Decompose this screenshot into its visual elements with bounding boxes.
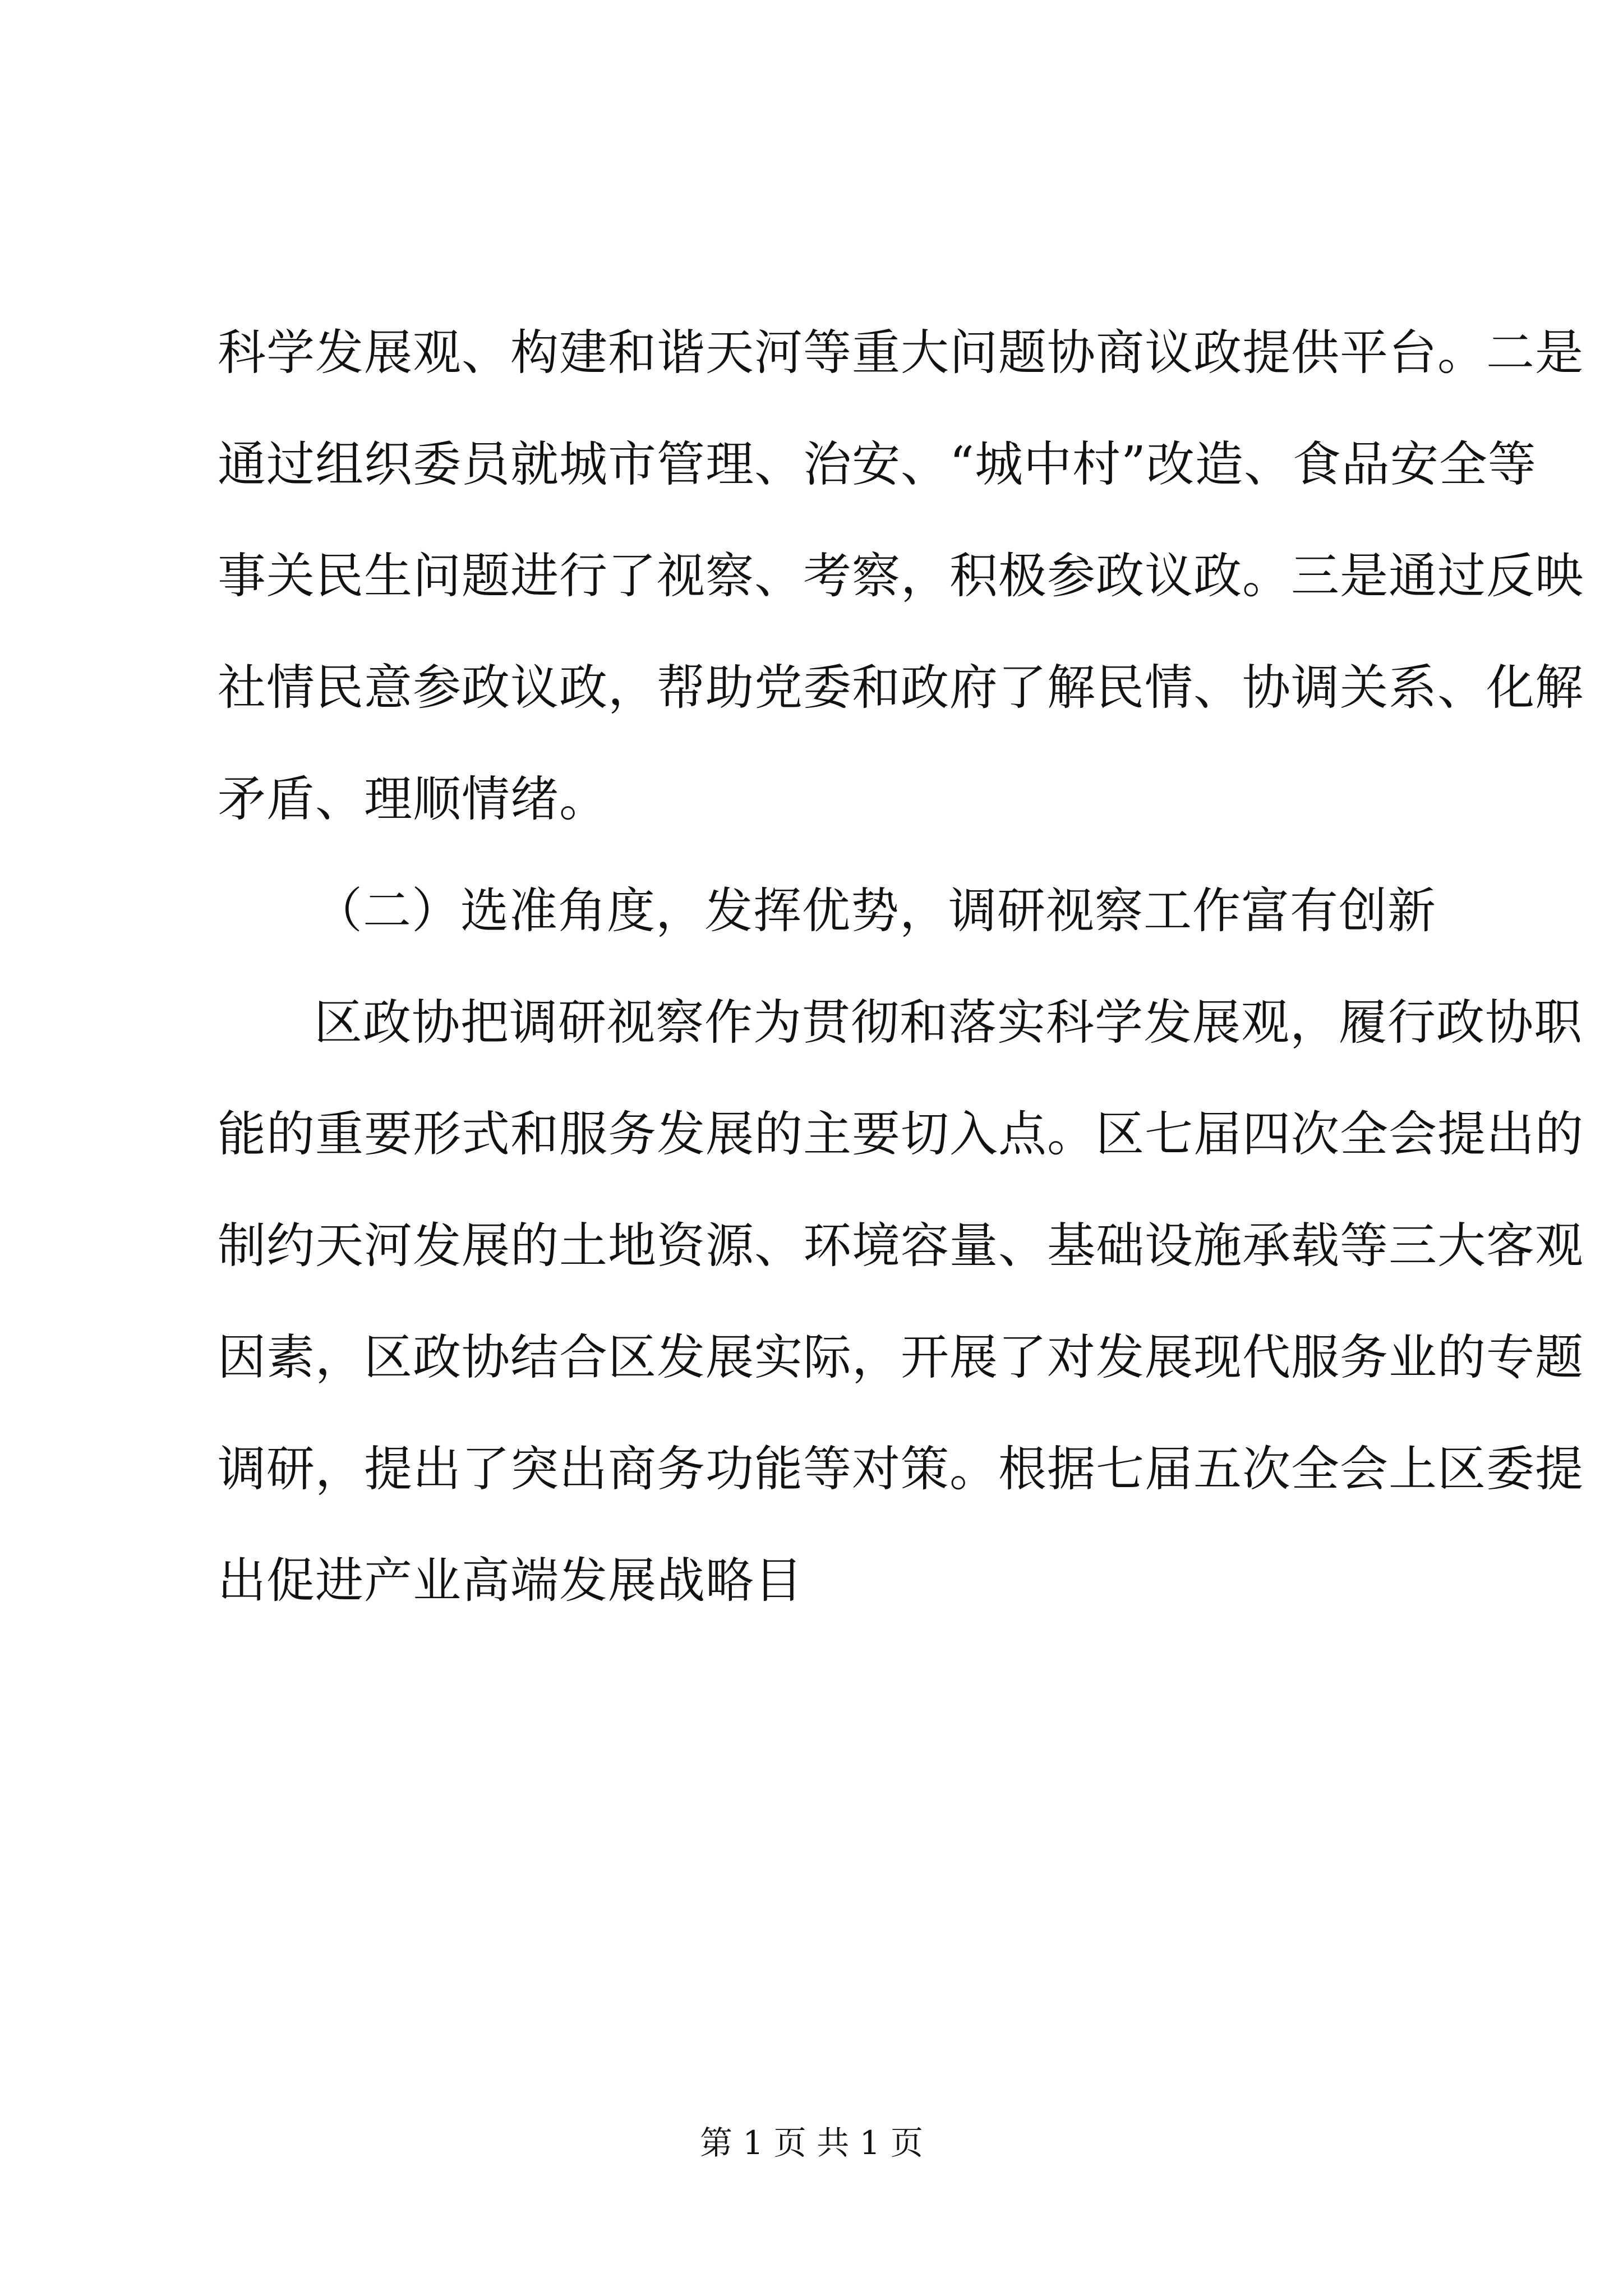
paragraph-1-line-3: 事关民生问题进行了视察、考察，积极参政议政。三是通过反映 (218, 548, 1584, 604)
paragraph-2-line-2: 能的重要形式和服务发展的主要切入点。区七届四次全会提出的 (218, 1106, 1584, 1162)
page-number-footer: 第 1 页 共 1 页 (700, 2124, 923, 2162)
paragraph-2-line-5: 调研，提出了突出商务功能等对策。根据七届五次全会上区委提 (218, 1441, 1584, 1497)
paragraph-1-line-4: 社情民意参政议政，帮助党委和政府了解民情、协调关系、化解 (218, 660, 1584, 716)
paragraph-2-line-3: 制约天河发展的土地资源、环境容量、基础设施承载等三大客观 (218, 1218, 1584, 1274)
paragraph-1-line-2: 通过组织委员就城市管理、治安、“城中村”改造、食品安全等 (218, 436, 1537, 493)
paragraph-2-line-6: 出促进产业高端发展战略目 (218, 1553, 803, 1609)
paragraph-2-line-4: 因素，区政协结合区发展实际，开展了对发展现代服务业的专题 (218, 1329, 1584, 1386)
section-heading: （二）选准角度，发挥优势，调研视察工作富有创新 (314, 883, 1436, 939)
paragraph-1-line-1: 科学发展观、构建和谐天河等重大问题协商议政提供平台。二是 (218, 325, 1584, 381)
document-body (218, 297, 1584, 1637)
paragraph-2-line-1: 区政协把调研视察作为贯彻和落实科学发展观，履行政协职 (314, 995, 1583, 1051)
paragraph-1-line-5: 矛盾、理顺情绪。 (218, 771, 608, 827)
